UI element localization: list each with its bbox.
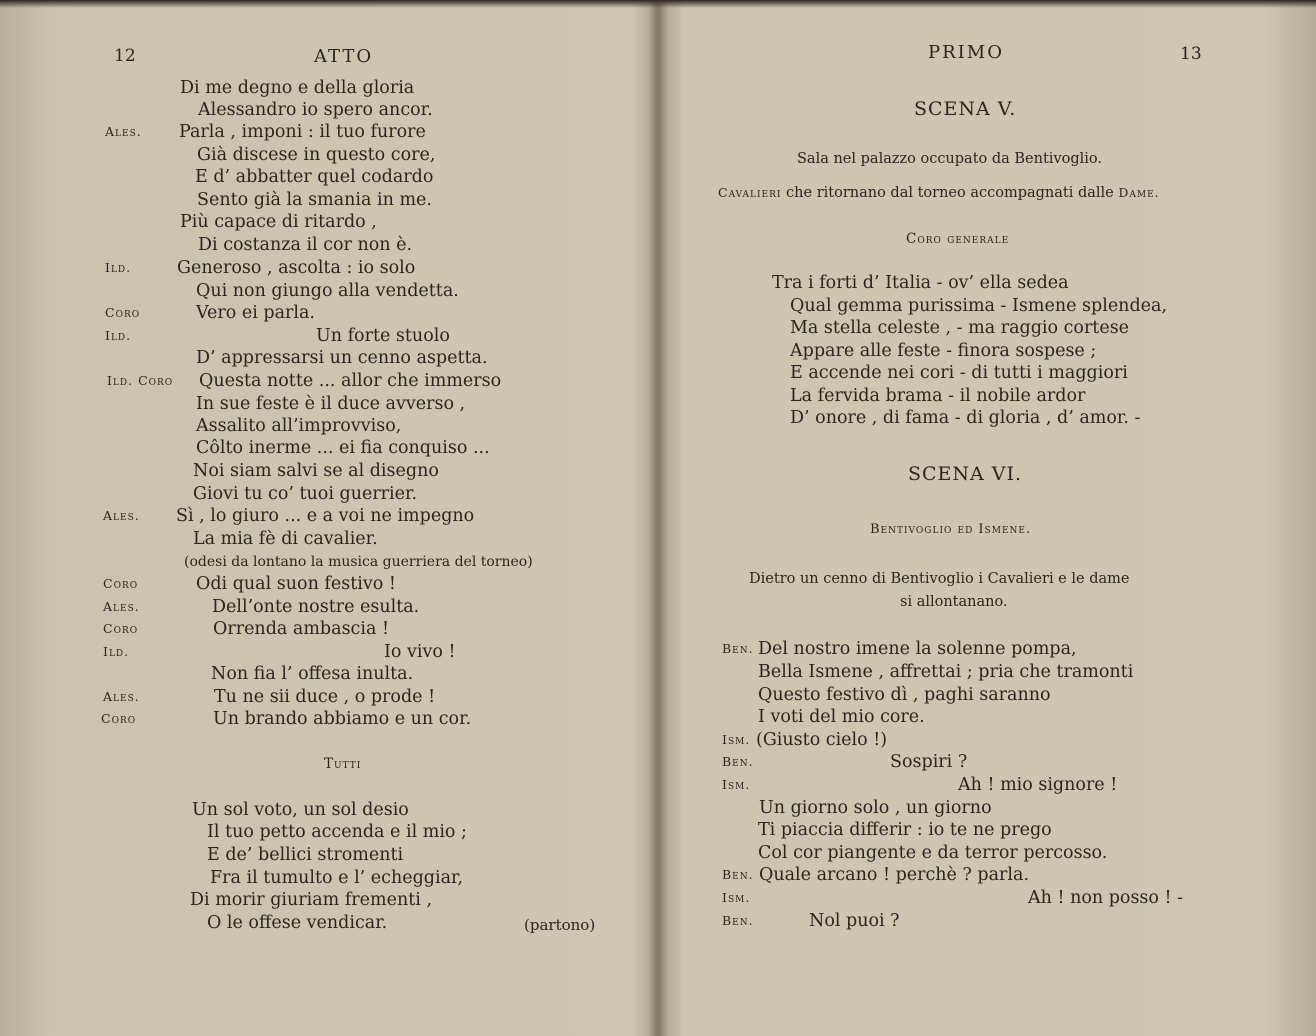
verse-line: D’ appressarsi un cenno aspetta. [196,348,488,368]
scene-characters [718,182,1160,204]
scene-title: SCENA V. [914,98,1017,120]
stage-direction: (odesi da lontano la musica guerriera del torneo) [184,554,533,570]
verse-line: Qui non giungo alla vendetta. [196,281,459,301]
left-page-number: 12 [114,46,136,66]
chorus-line: Tra i forti d’ Italia - ov’ ella sedea [772,273,1069,293]
verse-line: Tu ne sii duce , o prode ! [214,687,436,707]
verse-line: Assalito all’improvviso, [196,416,402,436]
chorus-line: Ma stella celeste , - ma raggio cortese [790,318,1130,338]
chorus-line: Un sol voto, un sol desio [192,800,409,820]
verse-line: In sue feste è il duce avverso , [196,394,466,414]
verse-line: Già discese in questo core, [197,145,436,165]
speaker-label: Ales. [103,508,140,523]
verse-line: Giovi tu co’ tuoi guerrier. [193,484,418,504]
verse-line: Sospiri ? [890,752,968,772]
speaker-label: Coro [105,305,141,320]
verse-line: Ti piaccia differir : io te ne prego [758,820,1052,840]
verse-line: Io vivo ! [384,642,456,662]
right-page-number: 13 [1180,44,1202,64]
verse-line: I voti del mio core. [758,707,925,727]
chorus-line: D’ onore , di fama - di gloria , d’ amor. - [790,408,1141,428]
verse-line: Alessandro io spero ancor. [198,100,433,120]
speaker-label: Ild. [105,328,132,343]
characters-middle: che ritornano dal torneo accompagnati dalle [781,185,1119,201]
right-running-head: PRIMO [928,42,1004,63]
verse-line: Del nostro imene la solenne pompa, [758,639,1077,659]
verse-line: Col cor piangente e da terror percosso. [758,843,1108,863]
verse-line: Ah ! non posso ! - [1028,888,1184,908]
scene-characters: Bentivoglio ed Ismene. [870,522,1032,537]
verse-line: Un forte stuolo [316,326,450,346]
scene-setting: Sala nel palazzo occupato da Bentivoglio. [797,151,1103,167]
verse-line: Sento già la smania in me. [197,190,432,210]
verse-line: Di me degno e della gloria [180,78,415,98]
stage-direction: si allontanano. [900,594,1008,610]
verse-line: Noi siam salvi se al disegno [193,461,439,481]
speaker-label: Ben. [722,867,754,882]
chorus-line: E de’ bellici stromenti [207,845,404,865]
chorus-line: Fra il tumulto e l’ echeggiar, [210,868,464,888]
verse-line: Generoso , ascolta : io solo [177,258,416,278]
stage-direction: Dietro un cenno di Bentivoglio i Cavalieri e le dame [749,571,1130,587]
verse-line: Parla , imponi : il tuo furore [179,122,426,142]
verse-line: (Giusto cielo !) [756,730,888,750]
left-running-head: ATTO [314,46,374,67]
verse-line: Bella Ismene , affrettai ; pria che tramonti [758,662,1134,682]
speaker-label: Ild. [103,644,130,659]
verse-line: La mia fè di cavalier. [193,529,378,549]
speaker-label: Ism. [722,777,751,792]
speaker-label: Ales. [103,599,140,614]
chorus-line: Di morir giuriam frementi , [190,890,433,910]
verse-line: Questo festivo dì , paghi saranno [758,685,1051,705]
verse-line: Vero ei parla. [196,303,315,323]
chorus-line: E accende nei cori - di tutti i maggiori [790,363,1128,383]
verse-line: Non fia l’ offesa inulta. [211,664,414,684]
chorus-line: Appare alle feste - finora sospese ; [790,341,1097,361]
chorus-line: Qual gemma purissima - Ismene splendea, [790,296,1168,316]
speaker-label: Ben. [722,754,754,769]
tutti-heading: Tutti [324,756,362,772]
verse-line: Odi qual suon festivo ! [196,574,396,594]
characters-dame: Dame. [1118,185,1160,200]
left-page [0,0,650,1036]
speaker-label: Coro [103,576,139,591]
verse-line: Côlto inerme ... ei fia conquiso ... [196,438,490,458]
verse-line: Orrenda ambascia ! [213,619,389,639]
characters-cavalieri: Cavalieri [718,185,782,200]
verse-line: E d’ abbatter quel codardo [195,167,434,187]
scene-title: SCENA VI. [908,463,1023,485]
chorus-line: Il tuo petto accenda e il mio ; [207,822,467,842]
verse-line: Dell’onte nostre esulta. [212,597,420,617]
speaker-label: Ild. [105,260,132,275]
verse-line: Un brando abbiamo e un cor. [213,709,472,729]
verse-line: Quale arcano ! perchè ? parla. [759,865,1030,885]
verse-line: Ah ! mio signore ! [958,775,1118,795]
verse-line: Più capace di ritardo , [180,212,377,232]
verse-line: Di costanza il cor non è. [198,235,413,255]
exit-direction: (partono) [524,916,596,934]
speaker-label: Ales. [105,124,142,139]
speaker-label: Ben. [722,641,754,656]
verse-line: Nol puoi ? [809,911,900,931]
coro-heading: Coro generale [906,231,1010,247]
verse-line: Questa notte ... allor che immerso [199,371,502,391]
speaker-label: Coro [101,711,137,726]
speaker-label: Coro [103,621,139,636]
speaker-label: Ben. [722,913,754,928]
chorus-line: La fervida brama - il nobile ardor [790,386,1086,406]
verse-line: Sì , lo giuro ... e a voi ne impegno [176,506,475,526]
chorus-line: O le offese vendicar. [207,913,388,933]
speaker-label: Ales. [103,689,140,704]
speaker-label: Ild. Coro [107,373,174,388]
right-page [664,0,1316,1036]
speaker-label: Ism. [722,890,751,905]
speaker-label: Ism. [722,732,751,747]
verse-line: Un giorno solo , un giorno [759,798,992,818]
